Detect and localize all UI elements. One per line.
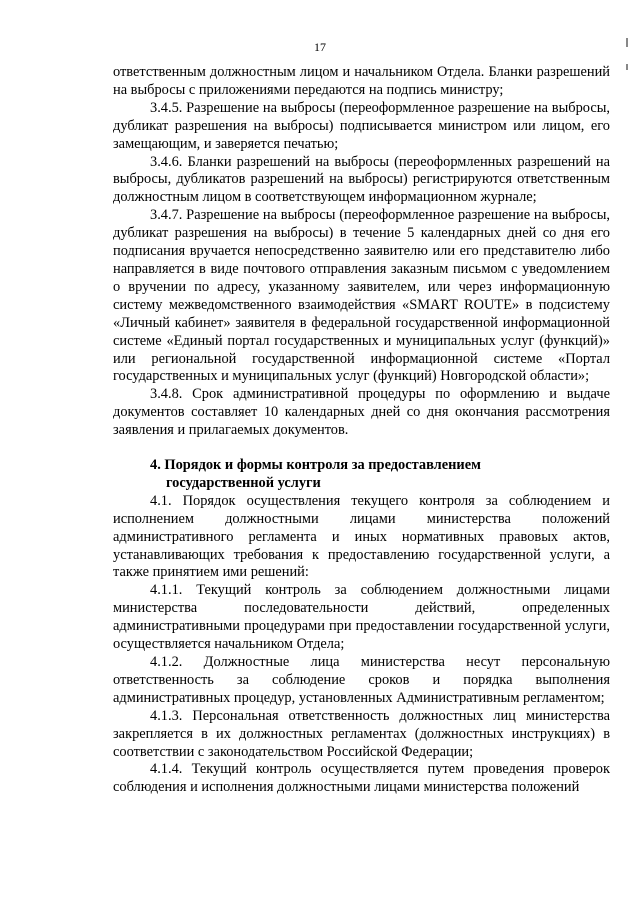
document-body (113, 64, 610, 797)
paragraph: 4.1.3. Персональная ответственность должностных лиц министерства закрепляется в их должностных регламентах (должностных инструкциях) в соответствии с законодательством Российской Федерации; (113, 707, 610, 760)
paragraph: 4.1.2. Должностные лица министерства несут персональную ответственность за соблюдение сроков и порядка выполнения административных процедур, установленных Административным регламентом; (113, 654, 610, 706)
paragraph: 4.1. Порядок осуществления текущего контроля за соблюдением и исполнением должностными лицами министерства положений административного регламента и иных нормативных правовых актов, устанавливающих требования к предоставлению государственной услуги, а также принятием ими решений: (113, 492, 610, 581)
paragraph: 4.1.4. Текущий контроль осуществляется путем проведения проверок соблюдения и исполнения должностными лицами министерства положений (113, 761, 610, 796)
paragraph: 3.4.7. Разрешение на выбросы (переоформленное разрешение на выбросы, дубликат разрешения на выбросы) в течение 5 календарных дней со дня его подписания вручается непосредственно заявителю или его представителю либо направляется в виде почтового отправления заказным письмом с уведомлением о вручении по адресу, указанному заявителем, или через информационную систему межведомственного взаимодействия «SMART ROUTE» в подсистему «Личный кабинет» заявителя в федеральной государственной информационной системе «Единый портал государственных и муниципальных услуг (функций)» или региональной государственной информационной системе «Портал государственных и муниципальных услуг (функций) Новгородской области»; (113, 207, 610, 385)
paragraph: ответственным должностным лицом и начальником Отдела. Бланки разрешений на выбросы с приложениями передаются на подпись министру; (113, 64, 610, 98)
paragraph: 4.1.1. Текущий контроль за соблюдением должностными лицами министерства последовательности действий, определенных административными процедурами при предоставлении государственной услуги, осуществляется начальником Отдела; (113, 582, 610, 653)
section-heading (113, 457, 610, 493)
section-heading-line: государственной услуги (166, 474, 321, 491)
section-heading-line: 4. Порядок и формы контроля за предоставлением (150, 457, 481, 474)
page-number: 17 (314, 40, 326, 54)
paragraph: 3.4.6. Бланки разрешений на выбросы (переоформленных разрешений на выбросы, дубликатов разрешений на выбросы) регистрируются ответственным должностным лицом в соответствующем информационном журнале; (113, 153, 610, 206)
paragraph: 3.4.5. Разрешение на выбросы (переоформленное разрешение на выбросы, дубликат разрешения на выбросы) подписывается министром или лицом, его замещающим, и заверяется печатью; (113, 99, 610, 152)
paragraph: 3.4.8. Срок административной процедуры по оформлению и выдаче документов составляет 10 календарных дней со дня окончания рассмотрения заявления и прилагаемых документов. (113, 386, 610, 439)
edge-mark (626, 38, 628, 47)
edge-mark (626, 64, 628, 70)
